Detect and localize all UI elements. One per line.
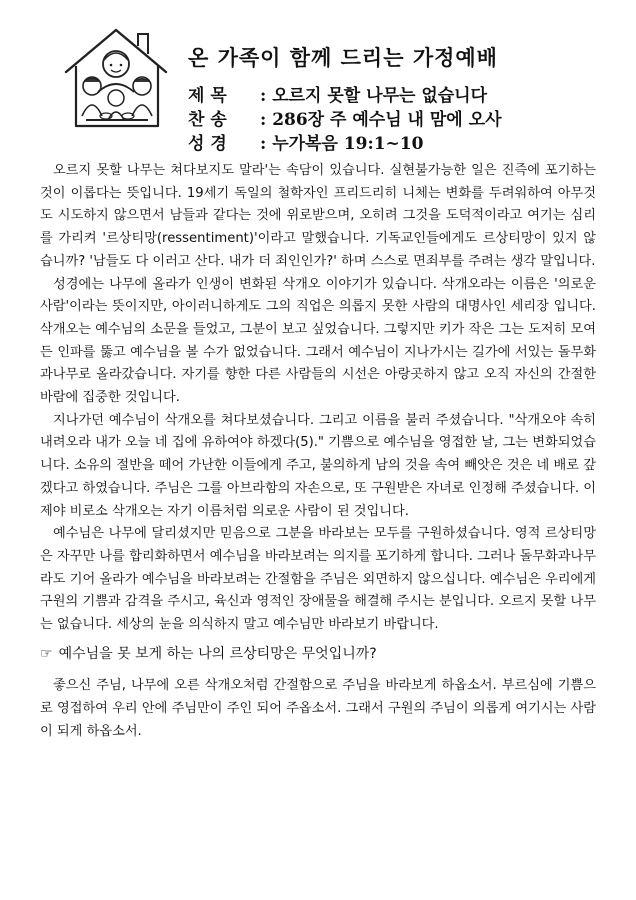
page-title: 온 가족이 함께 드리는 가정예배 [188,45,498,70]
meta-label: 제 목 [188,86,227,106]
pointing-hand-icon: ☞ [40,645,53,662]
reflection-question [40,643,596,666]
meta-row-scripture [188,132,502,156]
meta-row-title [188,84,502,108]
meta-row-hymn [188,108,502,132]
paragraph: 지나가던 예수님이 삭개오를 쳐다보셨습니다. 그리고 이름을 불러 주셨습니다. "삭개오야 속히 내려오라 내가 오늘 네 집에 유하여야 하겠다(5)." 기쁨으로 예수님을 영접한 날, 그는 변화되었습니다. 소유의 절반을 떼어 가난한 이들에게 주고, 불의하게 남의 것을 속여 빼앗은 것은 네 배로 갚겠다고 하였습니다. 주님은 그를 아브라함의 자손으로, 또 구원받은 자녀로 인정해 주셨습니다. 이제야 비로소 삭개오는 자기 이름처럼 의로운 사람이 된 것입니다. [40,412,596,519]
prayer-section [40,675,596,743]
paragraph: 예수님은 나무에 달리셨지만 믿음으로 그분을 바라보는 모두를 구원하셨습니다. 영적 르상티망은 자꾸만 나를 합리화하면서 예수님을 바라보려는 의지를 포기하게 합니다. 그러나 돌무화과나무라도 기어 올라가 예수님을 바라보려는 간절함을 주님은 외면하지 않으십니다. 예수님은 우리에게 구원의 기쁨과 감격을 주시고, 육신과 영적인 장애물을 해결해 주시는 분입니다. 오르지 못할 나무는 없습니다. 세상의 눈을 의식하지 말고 예수님만 바라보기 바랍니다. [40,526,596,633]
meta-label: 성 경 [188,134,227,154]
meta-value: : 286장 주 예수님 내 맘에 오사 [260,110,502,130]
question-text: 예수님을 못 보게 하는 나의 르상티망은 무엇입니까? [58,645,377,662]
sermon-body [40,160,596,744]
family-house-illustration-icon [60,20,172,132]
paragraph: 성경에는 나무에 올라가 인생이 변화된 삭개오 이야기가 있습니다. 삭개오라는 이름은 '의로운 사람'이라는 뜻이지만, 아이러니하게도 그의 직업은 의롭지 못한 사람의 대명사인 세리장 입니다. 삭개오는 예수님의 소문을 들었고, 그분이 보고 싶었습니다. 그렇지만 키가 작은 그는 도저히 모여든 인파를 뚫고 예수님을 볼 수가 없었습니다. 그래서 예수님이 지나가시는 길가에 서있는 돌무화과나무로 올라갔습니다. 자기를 향한 다른 사람들의 시선은 아랑곳하지 않고 오직 자신의 간절한 바람에 집중한 것입니다. [40,276,596,406]
worship-header [60,18,620,158]
prayer-text: 좋으신 주님, 나무에 오른 삭개오처럼 간절함으로 주님을 바라보게 하옵소서. 부르심에 기쁨으로 영접하여 우리 안에 주님만이 주인 되어 주옵소서. 그래서 구원의 주님이 의롭게 여기시는 사람이 되게 하옵소서. [40,678,596,739]
meta-value: : 누가복음 19:1~10 [260,134,424,154]
paragraph: 오르지 못할 나무는 쳐다보지도 말라'는 속담이 있습니다. 실현불가능한 일은 진즉에 포기하는 것이 이롭다는 뜻입니다. 19세기 독일의 철학자인 프리드리히 니체는 변화를 두려워하여 아무것도 시도하지 않으면서 남들과 같다는 것에 위로받으며, 오히려 그것을 도덕적이라고 여기는 심리를 가리켜 '르상티망(ressentiment)'이라고 말했습니다. 기독교인들에게도 르상티망이 있지 않습니까? '남들도 다 이러고 산다. 내가 더 죄인인가?' 하며 스스로 면죄부를 주려는 생각 말입니다. [40,163,596,269]
worship-meta [188,84,502,156]
meta-value: : 오르지 못할 나무는 없습니다 [260,86,488,106]
meta-label: 찬 송 [188,110,227,130]
